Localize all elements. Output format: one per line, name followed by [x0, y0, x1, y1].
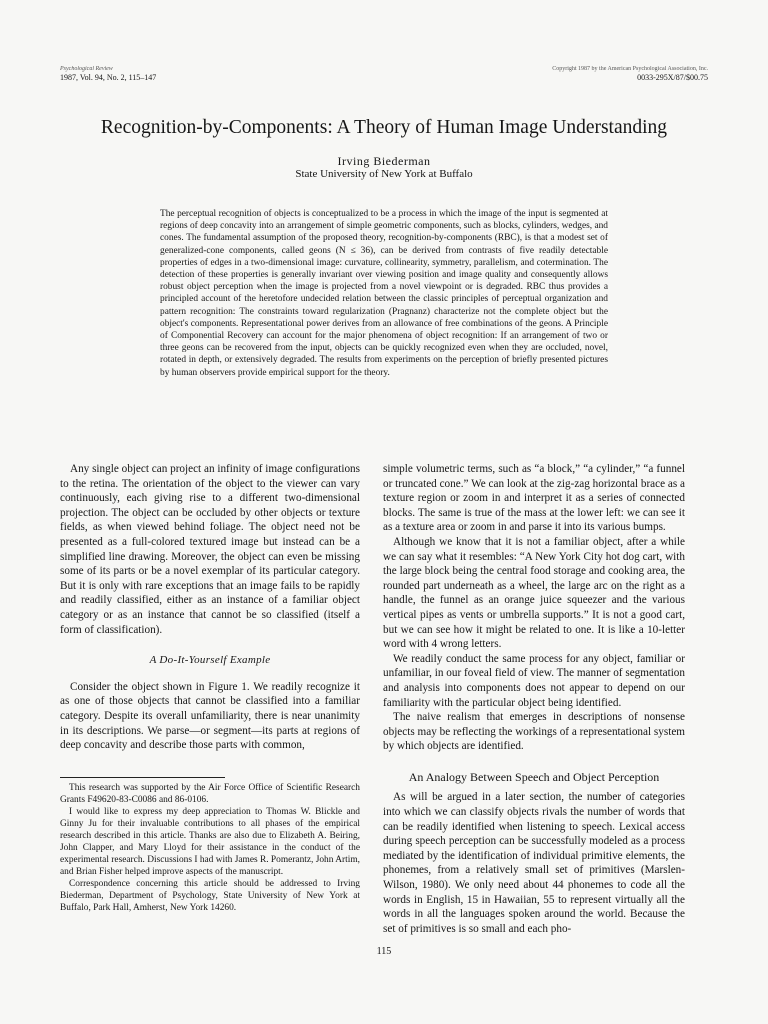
section-heading-speech-analogy: An Analogy Between Speech and Object Perception: [408, 769, 660, 784]
footnote-acknowledgments: I would like to express my deep appreciation to Thomas W. Blickle and Ginny Ju for their invaluable contributions to all phases of the empirical research described in this article. Thanks are also due to Elizabeth A. Beiring, John Clapper, and Mary Lloyd for their assistance in the conduct of the experimental research. Discussions I had with James R. Pomerantz, John Artim, and Brian Fisher helped improve aspects of the manuscript.: [60, 807, 360, 877]
footnotes: [60, 782, 360, 914]
intro-paragraph: Any single object can project an infinity of image configurations to the retina. The orientation of the object to the viewer can vary continuously, each giving rise to a different two-dimensional projection. The object can be occluded by other objects or texture fields, as when viewed behind foliage. The object need not be presented as a full-colored textured image but instead can be a simplified line drawing. Moreover, the object can even be missing some of its parts or be a novel exemplar of its particular category. But it is only with rare exceptions that an image fails to be rapidly and readily classified, either as an instance of a familiar object category or as an instance that cannot be so classified (itself a form of classification).: [60, 463, 360, 636]
footnote-correspondence: Correspondence concerning this article should be addressed to Irving Biederman, Department of Psychology, State University of New York at Buffalo, Park Hall, Amherst, New York 14260.: [60, 879, 360, 913]
right-column: [383, 462, 685, 936]
journal-citation: 1987, Vol. 94, No. 2, 115–147: [60, 73, 157, 82]
naive-realism-paragraph: The naive realism that emerges in descriptions of nonsense objects may be reflecting the workings of a representational system by which objects are identified.: [383, 711, 685, 753]
section-heading-do-it-yourself: A Do-It-Yourself Example: [149, 654, 271, 667]
author-affiliation: State University of New York at Buffalo: [295, 168, 473, 180]
copyright-notice: Copyright 1987 by the American Psychological Association, Inc.: [552, 66, 708, 72]
footnote-divider: [60, 777, 225, 778]
paper-title: Recognition-by-Components: A Theory of Human Image Understanding: [100, 117, 668, 138]
hot-dog-cart-paragraph: Although we know that it is not a familiar object, after a while we can say what it resembles: “A New York City hot dog cart, with the large block being the central food storage and cooking area, the rounded part underneath as a wheel, the large arc on the right as a handle, the funnel as an orange juice squeezer and the various vertical pipes as vents or umbrella supports.” It is not a good cart, but we can see how it might be related to one. It is like a 10-letter word with 4 wrong letters.: [383, 535, 685, 651]
example-paragraph: Consider the object shown in Figure 1. We readily recognize it as one of those objects that cannot be classified into a familiar category. Despite its overall unfamiliarity, there is near unanimity in its descriptions. We parse—or segment—its parts at regions of deep concavity and describe those parts with common,: [60, 680, 360, 752]
journal-name: Psychological Review: [60, 66, 113, 72]
copyright-header: [552, 66, 708, 82]
footnote-funding: This research was supported by the Air Force Office of Scientific Research Grants F49620-83-C0086 and 86-0106.: [60, 783, 360, 805]
issn-code: 0033-295X/87/$00.75: [637, 73, 708, 82]
continued-paragraph: simple volumetric terms, such as “a block,” “a cylinder,” “a funnel or truncated cone.” We can look at the zig-zag horizontal brace as a texture region or zoom in and interpret it as a series of connected blocks. The same is true of the mass at the lower left: we can see it as a texture area or zoom in and parse it into its various bumps.: [383, 463, 685, 534]
journal-header: [60, 66, 156, 82]
author-name: Irving Biederman: [337, 154, 431, 168]
left-column: [60, 462, 360, 753]
speech-analogy-paragraph: As will be argued in a later section, the number of categories into which we can classify objects rivals the number of words that can be readily identified when listening to speech. Lexical access during speech perception can be successfully modeled as a process mediated by the identification of individual primitive elements, the phonemes, from a relatively small set of primitives (Marslen-Wilson, 1980). We only need about 44 phonemes to code all the words in English, 15 in Hawaiian, 55 to represent virtually all the words in all the languages spoken around the world. Because the set of primitives is so small and each pho-: [383, 791, 685, 935]
page-number: 115: [376, 946, 392, 957]
abstract: The perceptual recognition of objects is conceptualized to be a process in which the image of the input is segmented at regions of deep concavity into an arrangement of simple geometric components, such as blocks, cylinders, wedges, and cones. The fundamental assumption of the proposed theory, recognition-by-components (RBC), is that a modest set of generalized-cone components, called geons (N ≤ 36), can be derived from contrasts of five readily detectable properties of edges in a two-dimensional image: curvature, collinearity, symmetry, parallelism, and cotermination. The detection of these properties is generally invariant over viewing position and image quality and consequently allows robust object perception when the image is projected from a novel viewpoint or is degraded. RBC thus provides a principled account of the heretofore undecided relation between the classic principles of perceptual organization and pattern recognition: The constraints toward regularization (Pragnanz) characterize not the complete object but the object's components. Representational power derives from an allowance of free combinations of the geons. A Principle of Componential Recovery can account for the major phenomena of object recognition: If an arrangement of two or three geons can be recovered from the input, objects can be quickly recognized even when they are occluded, novel, rotated in depth, or extensively degraded. The results from experiments on the perception of briefly presented pictures by human observers provide empirical support for the theory.: [160, 209, 608, 378]
segmentation-paragraph: We readily conduct the same process for any object, familiar or unfamiliar, in our foveal field of view. The manner of segmentation and analysis into components does not appear to depend on our familiarity with the particular object being identified.: [383, 652, 685, 709]
